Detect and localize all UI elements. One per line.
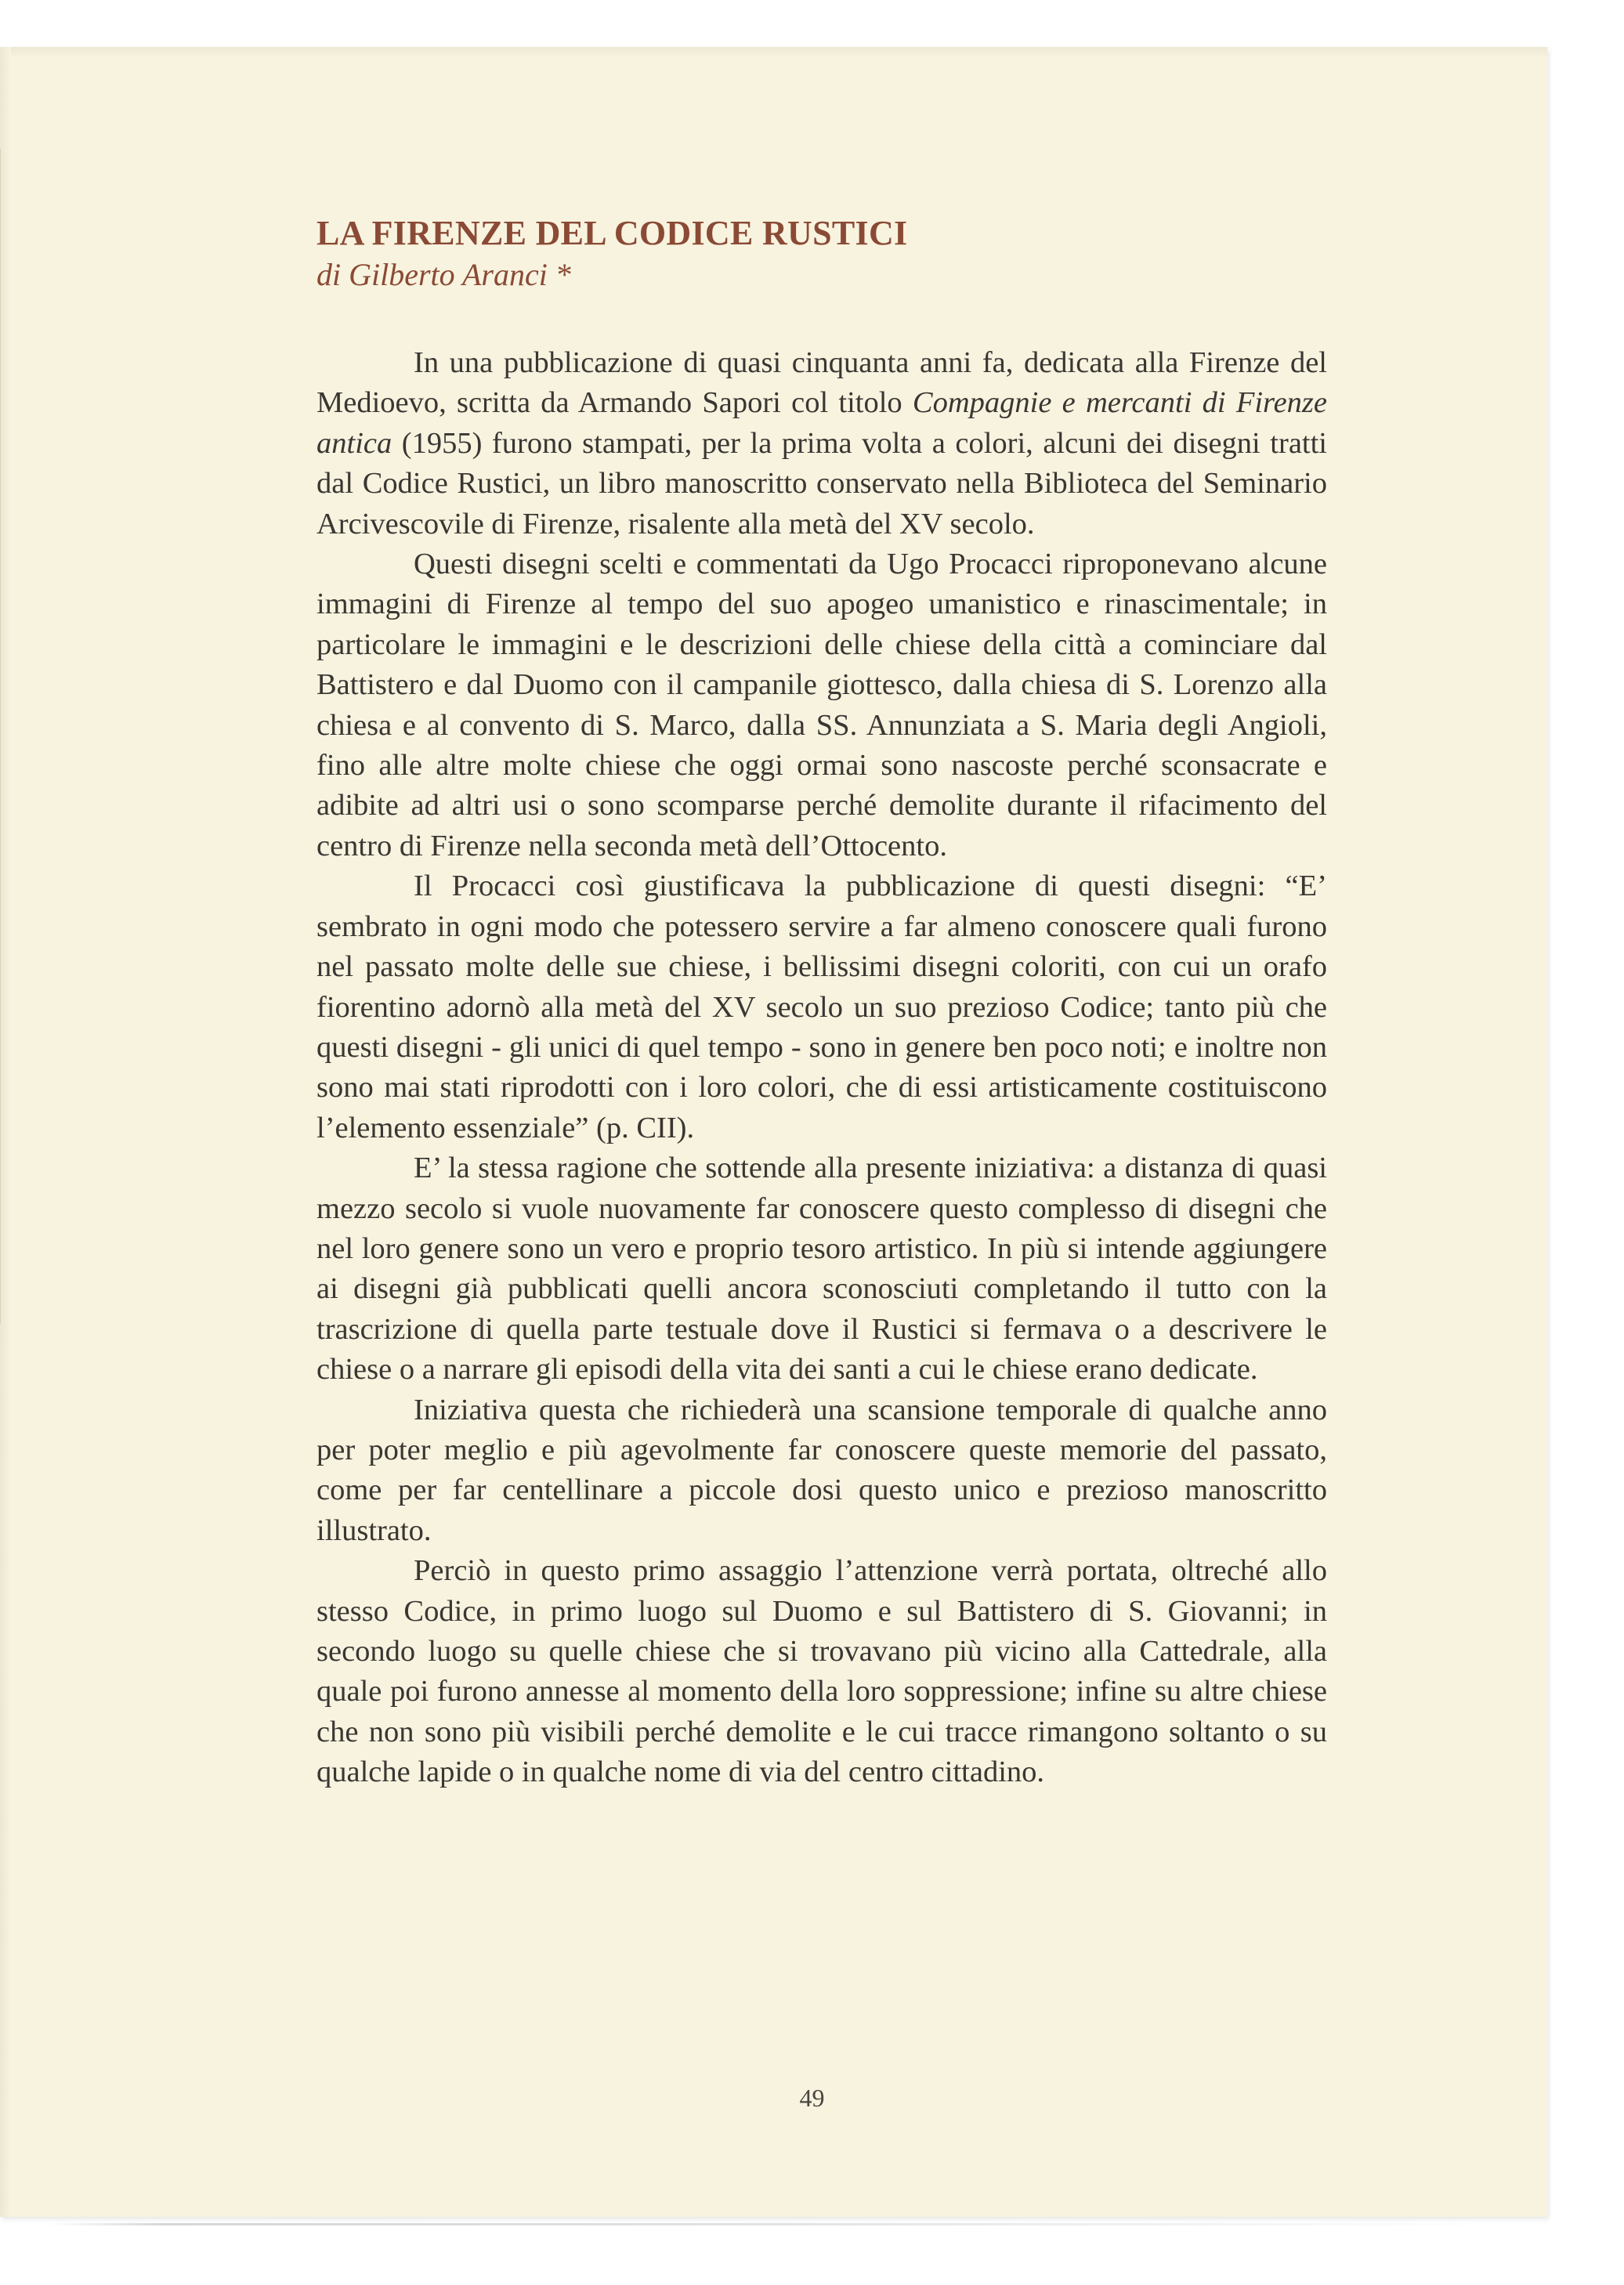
- article-body: [316, 343, 1327, 1793]
- paragraph-5: Iniziativa questa che richiederà una scansione temporale di qualche anno per poter meglio e più agevolmente far conoscere queste memorie del passato, come per far centellinare a piccole dosi questo unico e prezioso manoscritto illustrato.: [316, 1393, 1327, 1547]
- article-title: LA FIRENZE DEL CODICE RUSTICI: [316, 214, 908, 252]
- paragraph-2: Questi disegni scelti e commentati da Ugo Procacci riproponevano alcune immagini di Firenze al tempo del suo apogeo umanistico e rinascimentale; in particolare le immagini e le descrizioni delle chiese della città a cominciare dal Battistero e dal Duomo con il campanile giottesco, dalla chiesa di S. Lorenzo alla chiesa e al convento di S. Marco, dalla SS. Annunziata a S. Maria degli Angioli, fino alle altre molte chiese che oggi ormai sono nascoste perché sconsacrate e adibite ad altri usi o sono scomparse perché demolite durante il rifacimento del centro di Firenze nella seconda metà dell’Ottocento.: [316, 548, 1327, 862]
- paragraph-1: [316, 343, 1327, 544]
- paragraph-3: Il Procacci così giustificava la pubblicazione di questi disegni: “E’ sembrato in ogni modo che potessero servire a far almeno conoscere quali furono nel passato molte delle sue chiese, i bellissimi disegni coloriti, con cui un orafo fiorentino adornò alla metà del XV secolo un suo prezioso Codice; tanto più che questi disegni - gli unici di quel tempo - sono in genere ben poco noti; e inoltre non sono mai stati riprodotti con i loro colori, che di essi artisticamente costituiscono l’elemento essenziale” (p. CII).: [316, 870, 1327, 1144]
- paragraph-1-text-b: (1955) furono stampati, per la prima volta a colori, alcuni dei disegni tratti dal Codice Rustici, un libro manoscritto conservato nella Biblioteca del Seminario Arcivescovile di Firenze, risalente alla metà del XV secolo.: [316, 426, 1327, 541]
- page-number: 49: [799, 2084, 825, 2112]
- binding-shadow: [0, 149, 1, 1324]
- paper-left-edge: [0, 47, 11, 2217]
- paper-top-edge: [0, 47, 1547, 58]
- paragraph-6: Perciò in questo primo assaggio l’attenzione verrà portata, oltreché allo stesso Codice, in primo luogo sul Duomo e sul Battistero di S. Giovanni; in secondo luogo su quelle chiese che si trovavano più vicino alla Cattedrale, alla quale poi furono annesse al momento della loro soppressione; infine su altre chiese che non sono più visibili perché demolite e le cui tracce rimangono soltanto o su qualche lapide o in qualche nome di via del centro cittadino.: [316, 1554, 1327, 1789]
- paragraph-1-text-a: In una pubblicazione di quasi cinquanta anni fa, dedicata alla Firenze del Medioevo, scritta da Armando Sapori col titolo: [316, 346, 1327, 420]
- article-author: di Gilberto Aranci *: [316, 257, 571, 292]
- book-title-italic: Compagnie e mercanti di Firenze antica: [316, 386, 1327, 460]
- paragraph-4: E’ la stessa ragione che sottende alla presente iniziativa: a distanza di quasi mezzo secolo si vuole nuovamente far conoscere questo complesso di disegni che nel loro genere sono un vero e proprio tesoro artistico. In più si intende aggiungere ai disegni già pubblicati quelli ancora sconosciuti completando il tutto con la trascrizione di quella parte testuale dove il Rustici si fermava o a descrivere le chiese o a narrare gli episodi della vita dei santi a cui le chiese erano dedicate.: [316, 1152, 1327, 1387]
- article: [316, 213, 1327, 1793]
- bottom-edge-mark: [47, 2223, 1504, 2225]
